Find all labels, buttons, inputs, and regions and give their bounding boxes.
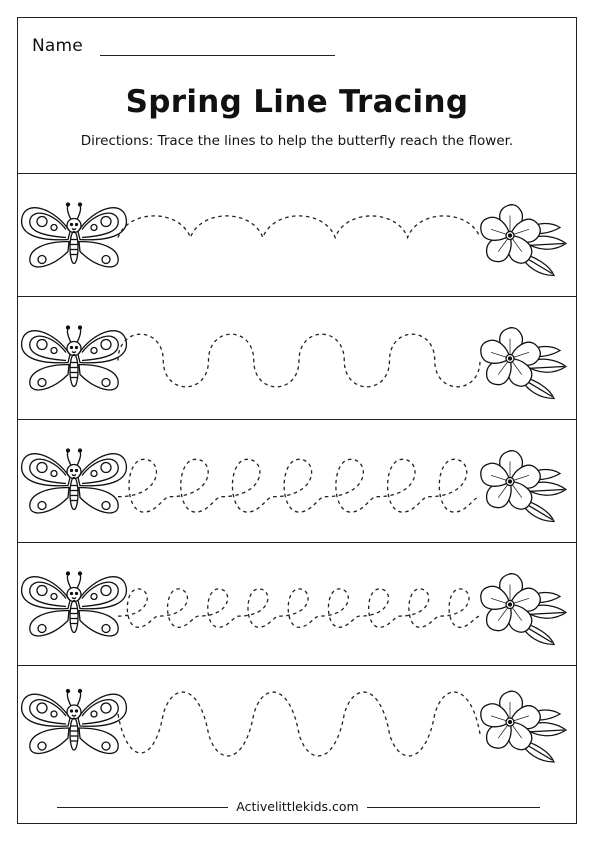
name-field[interactable] [100, 55, 335, 56]
dotted-trace-line[interactable] [118, 216, 480, 238]
tracing-row-3 [18, 419, 576, 542]
flower-icon [478, 205, 566, 276]
footer-site-text: Activelittlekids.com [228, 799, 366, 814]
worksheet-header [18, 18, 576, 173]
butterfly-icon [22, 449, 127, 513]
worksheet [17, 17, 577, 824]
tracing-canvas [18, 666, 576, 816]
page-title: Spring Line Tracing [125, 84, 469, 120]
tracing-canvas [18, 420, 576, 543]
tracing-row-2 [18, 296, 576, 419]
tracing-row-1 [18, 173, 576, 296]
flower-icon [478, 451, 566, 522]
butterfly-icon [22, 203, 127, 267]
dotted-trace-line[interactable] [118, 589, 480, 627]
butterfly-icon [22, 326, 127, 390]
tracing-row-5 [18, 665, 576, 815]
flower-icon [478, 328, 566, 399]
dotted-trace-line[interactable] [118, 334, 480, 387]
footer [0, 797, 595, 817]
dotted-trace-line[interactable] [118, 692, 480, 756]
tracing-row-4 [18, 542, 576, 665]
butterfly-icon [22, 572, 127, 636]
tracing-canvas [18, 543, 576, 666]
dotted-trace-line[interactable] [118, 459, 480, 512]
tracing-canvas [18, 297, 576, 420]
flower-icon [478, 574, 566, 645]
directions-text: Directions: Trace the lines to help the butterfly reach the flower. [80, 133, 514, 149]
flower-icon [478, 691, 566, 762]
tracing-canvas [18, 174, 576, 297]
name-label: Name [32, 36, 83, 56]
butterfly-icon [22, 690, 127, 754]
